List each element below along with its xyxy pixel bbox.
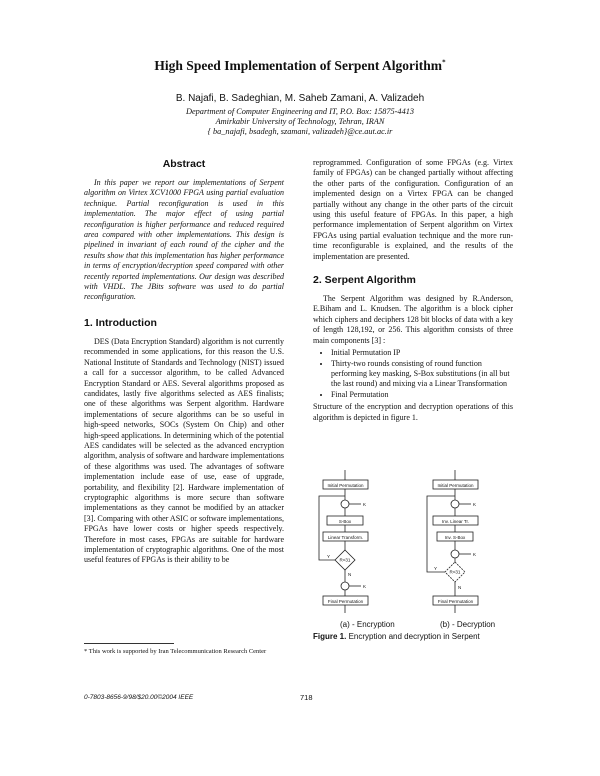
dec-inv-sbox-label: Inv. S-Box — [444, 534, 466, 540]
dec-initial-perm-label: Initial Permutation — [437, 482, 474, 488]
figure-caption-text: Encryption and decryption in Serpent — [348, 632, 480, 641]
abstract-heading: Abstract — [162, 158, 206, 170]
figure-caption — [313, 632, 523, 641]
dec-key-label: K — [473, 502, 477, 507]
dec-yes-label: Y — [434, 566, 438, 571]
title-footnote-mark: * — [442, 58, 446, 67]
introduction-body: DES (Data Encryption Standard) algorithm is not currently recommended in some applications, for this reason the U.S. National Institute of Standards and Technology (NIST) issued a call for a successor algorithm, to be called Advanced Encryption Standard or AES. Several algorithms proposed as candidates, lastly five algorithms selected as AES finalists; one of these algorithms was Serpent algorithm. Hardware implementations of secure algorithms can be so useful in high-speed networks, SOCs (System On Chip) and other high-speed applications. In determining which of the potential AES candidates will be selected as the advanced encryption algorithm, analysis of software and hardware implementations of these algorithms was used. The advantages of software implementation include ease of use, ease of upgrade, portability, and flexibility [2]. Hardware implementation of cryptographic algorithms is more secure than software implementations as they cannot be modified by an attacker [3]. Comparing with other ASIC or software implementations, FPGAs have lower costs or higher speeds respectively. Therefore in most cases, FPGAs are suitable for hardware implementation of cryptographic algorithms. One of the most useful features of FPGAs is their ability to be — [84, 336, 284, 565]
footnote: * This work is supported by Iran Telecommunication Research Center — [84, 648, 267, 655]
serpent-body: The Serpent Algorithm was designed by R.Anderson, E.Biham and L. Knudsen. The algorithm is a block cipher which ciphers and deciphers 128 bit blocks of data with a key of length 128,192, or 256. This algorithm consists of three main components [3] : — [313, 294, 513, 345]
affiliation-line-1: Department of Computer Engineering and IT, P.O. Box: 15875-4413 — [185, 107, 415, 116]
paper-title — [0, 58, 600, 74]
affiliation-emails: { ba_najafi, bsadegh, szamani, valizadeh}@ce.aut.ac.ir — [207, 127, 393, 136]
affiliation-line-2: Amirkabir University of Technology, Tehran, IRAN — [215, 117, 385, 126]
figure-caption-label: Figure 1. — [313, 632, 347, 641]
list-item: • Final Permutation — [331, 390, 513, 400]
enc-sbox-label: S-Box — [338, 518, 352, 524]
dec-round-xor-node — [451, 550, 459, 558]
dec-inv-lt-label: Inv. Linear Tr. — [442, 518, 469, 524]
footnote-rule — [84, 643, 174, 644]
enc-xor-node — [341, 500, 349, 508]
enc-final-xor-node — [341, 582, 349, 590]
enc-no-label: N — [348, 572, 352, 577]
figure-1 — [313, 470, 513, 615]
authors: B. Najafi, B. Sadeghian, M. Saheb Zamani, A. Valizadeh — [175, 93, 425, 104]
flowchart-diagram — [313, 470, 513, 615]
dec-final-perm-label: Final Permutation — [437, 598, 474, 604]
enc-final-key-label: K — [363, 584, 367, 589]
dec-no-label: N — [458, 585, 462, 590]
abstract-body: In this paper we report our implementations of Serpent algorithm on Virtex XCV1000 FPGA using partial evaluation technique. Partial reconfiguration is used in this implementation. The major effect of using partial reconfiguration is higher performance and reduced required area compared with other implementations. This design is pipelined in invariant of each round of the cipher and the results show that this implementation has higher performance in terms of encryption/decryption speed compared with other recently reported implementations. Our design was described with VHDL. The JBits software was used to do partial reconfiguration. — [84, 178, 284, 302]
list-item: • Initial Permutation IP — [331, 348, 513, 358]
figure-reference-text: Structure of the encryption and decryption operations of this algorithm is depicted in figure 1. — [313, 402, 513, 422]
intro-continuation: reprogrammed. Configuration of some FPGAs (e.g. Virtex family of FPGAs) can be changed partially without affecting the other parts of the configuration. Configuration of an implemented design on a Virtex FPGA can be changed partially without any change in the other parts of the circuit using this useful feature of FPGAs. In this paper, a high performance implementation of Serpent algorithm on Virtex FPGAs using partial evaluation technique and the more run-time reconfigurable is explained, and the results of the implementation are presented. — [313, 158, 513, 261]
serpent-heading: 2. Serpent Algorithm — [313, 274, 416, 287]
enc-final-perm-label: Final Permutation — [327, 598, 364, 604]
page-number: 718 — [300, 693, 313, 702]
list-item: • Thirty-two rounds consisting of round function performing key masking, S-Box substitutions (in all but the last round) and mixing via a Linear Transformation — [331, 359, 513, 390]
right-column — [313, 158, 513, 423]
enc-key-label: K — [363, 502, 367, 507]
title-text: High Speed Implementation of Serpent Algorithm — [154, 58, 443, 73]
component-list — [313, 348, 513, 400]
dec-decision-label: R<31 — [449, 569, 461, 575]
enc-initial-perm-label: Initial Permutation — [327, 482, 364, 488]
subcaption-encryption: (a) - Encryption — [340, 620, 395, 629]
enc-decision-label: R<31 — [339, 557, 351, 563]
dec-round-key-label: K — [473, 552, 477, 557]
subcaption-decryption: (b) - Decryption — [440, 620, 496, 629]
copyright-line: 0-7803-8656-9/98/$20.00©2004 IEEE — [84, 694, 194, 701]
enc-yes-label: Y — [327, 554, 331, 559]
left-column — [84, 158, 284, 566]
dec-xor-node — [451, 500, 459, 508]
introduction-heading: 1. Introduction — [84, 316, 157, 329]
enc-lt-label: Linear Transform. — [327, 534, 364, 540]
